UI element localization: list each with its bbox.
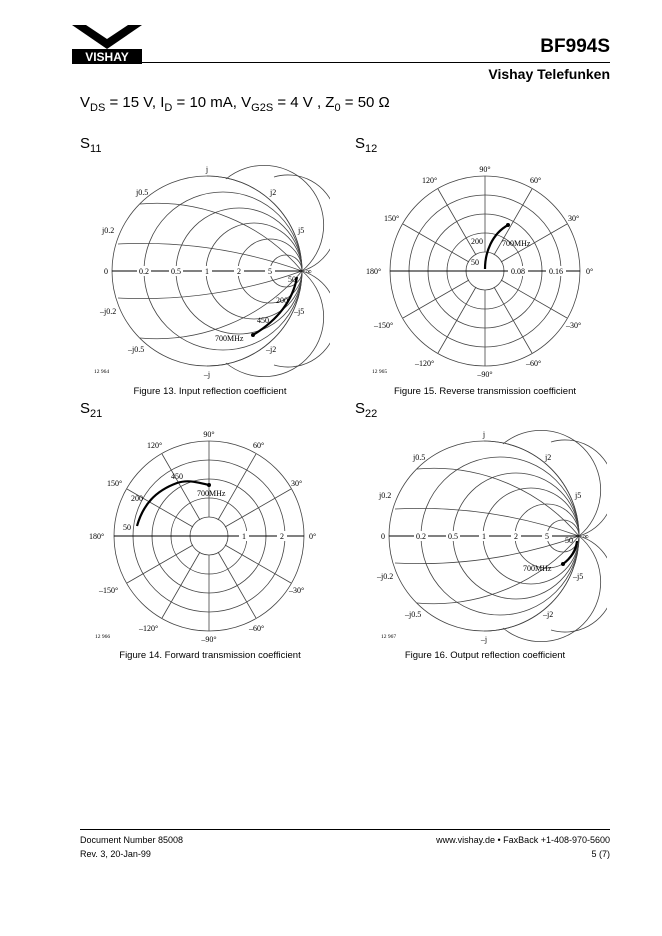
s22-label-r5: 5 bbox=[545, 532, 549, 541]
s22-point-50: 50 bbox=[565, 536, 573, 545]
s11-smith-chart bbox=[80, 160, 330, 385]
s22-label-j02: j0.2 bbox=[379, 491, 392, 500]
s11-x05-arc bbox=[226, 165, 324, 271]
vishay-logo bbox=[72, 25, 142, 67]
s22-label-mj02: –j0.2 bbox=[377, 572, 394, 581]
s11-xm05-arc bbox=[226, 271, 324, 377]
s21-label-90: 90° bbox=[203, 430, 215, 439]
header-divider bbox=[80, 62, 610, 63]
s21-label-120: 120° bbox=[147, 441, 163, 450]
s11-label-j02: j0.2 bbox=[102, 226, 115, 235]
s22-x2-arc bbox=[417, 468, 582, 536]
s11-label-r5: 5 bbox=[268, 267, 272, 276]
s12-label-150: 150° bbox=[384, 214, 400, 223]
s12-label-r016: 0.16 bbox=[549, 267, 563, 276]
s12-point-700: 700MHz bbox=[502, 239, 531, 248]
footer-contact: www.vishay.de • FaxBack +1-408-970-5600 bbox=[436, 835, 610, 845]
s22-label-j05: j0.5 bbox=[413, 453, 426, 462]
s22-label-mj2: –j2 bbox=[543, 610, 554, 619]
s22-label-mj05: –j0.5 bbox=[405, 610, 422, 619]
s22-label-j5: j5 bbox=[575, 491, 582, 500]
s12-label-180: 180° bbox=[366, 267, 382, 276]
s11-point-50: 50 bbox=[288, 275, 296, 284]
s12-label-r008: 0.08 bbox=[511, 267, 525, 276]
s21-label-150: 150° bbox=[107, 479, 123, 488]
s21-figure-id: 12 966 bbox=[95, 634, 111, 640]
s12-title: $S_{12}$ bbox=[355, 135, 378, 155]
s21-label-m30: –30° bbox=[289, 586, 305, 595]
s22-label-j2: j2 bbox=[545, 453, 552, 462]
s11-title: $S_{11}$ bbox=[80, 135, 102, 155]
s21-point-50: 50 bbox=[123, 523, 131, 532]
s21-label-0: 0° bbox=[309, 532, 317, 541]
s11-label-mj5: –j5 bbox=[294, 307, 305, 316]
s22-label-r1: 1 bbox=[482, 532, 486, 541]
s11-label-j5: j5 bbox=[298, 226, 305, 235]
s12-label-m60: –60° bbox=[526, 359, 542, 368]
s11-point-450: 450 bbox=[257, 316, 269, 325]
page-number: 5 (7) bbox=[591, 849, 610, 859]
s11-xm02-arc bbox=[274, 271, 330, 367]
s22-label-mj: –j bbox=[480, 635, 488, 644]
s21-point-700: 700MHz bbox=[197, 489, 226, 498]
s11-label-mj05: –j0.5 bbox=[128, 345, 145, 354]
s21-label-m120: –120° bbox=[139, 624, 159, 633]
s12-label-m120: –120° bbox=[415, 359, 435, 368]
s11-point-700: 700MHz bbox=[215, 334, 244, 343]
revision: Rev. 3, 20-Jan-99 bbox=[80, 849, 151, 859]
measurement-conditions: $V_{DS} = 15$ V, $I_D = 10$ mA, $V_{G2S} = 4$ V , $Z_0 = 50$ Ω bbox=[80, 94, 390, 114]
s12-label-30: 30° bbox=[568, 214, 580, 223]
s11-trace-end bbox=[251, 333, 255, 337]
s11-label-mj: –j bbox=[203, 370, 211, 379]
s11-label-j: j bbox=[205, 165, 209, 174]
s22-title: $S_{22}$ bbox=[355, 400, 378, 420]
logo-text: VISHAY bbox=[85, 50, 129, 64]
s21-point-450: 450 bbox=[171, 472, 183, 481]
s22-x02-arc bbox=[551, 440, 607, 536]
s12-point-200: 200 bbox=[471, 237, 483, 246]
s11-x02-arc bbox=[274, 175, 330, 271]
s22-trace-end bbox=[561, 562, 565, 566]
s21-label-30: 30° bbox=[291, 479, 303, 488]
s11-point-200: 200 bbox=[276, 296, 288, 305]
figure-13-caption: Figure 13. Input reflection coefficient bbox=[133, 386, 287, 397]
s11-label-r02: 0.2 bbox=[139, 267, 149, 276]
s22-figure-id: 12 967 bbox=[381, 634, 397, 640]
s22-label-r02: 0.2 bbox=[416, 532, 426, 541]
s11-label-r2: 2 bbox=[237, 267, 241, 276]
document-number: Document Number 85008 bbox=[80, 835, 184, 845]
s22-label-mj5: –j5 bbox=[573, 572, 584, 581]
s11-x2-arc bbox=[140, 203, 305, 271]
footer-divider bbox=[80, 829, 610, 830]
s21-title: $S_{21}$ bbox=[80, 400, 103, 420]
s22-label-inf: ∞ bbox=[583, 532, 589, 541]
figure-16-caption: Figure 16. Output reflection coefficient bbox=[404, 650, 566, 661]
vishay-logo-mark bbox=[72, 25, 142, 67]
s21-label-180: 180° bbox=[89, 532, 105, 541]
s22-x05-arc bbox=[503, 430, 601, 536]
s12-point-50: 50 bbox=[471, 258, 479, 267]
company-name: Vishay Telefunken bbox=[488, 66, 610, 82]
s22-smith-chart bbox=[357, 425, 607, 650]
s11-label-j2: j2 bbox=[270, 188, 277, 197]
s21-label-r2: 2 bbox=[280, 532, 284, 541]
s11-trace bbox=[253, 277, 297, 335]
s21-label-60: 60° bbox=[253, 441, 265, 450]
s11-figure-id: 12 964 bbox=[94, 369, 110, 375]
s12-figure-id: 12 965 bbox=[372, 369, 388, 375]
s11-label-r05: 0.5 bbox=[171, 267, 181, 276]
s11-label-0: 0 bbox=[104, 267, 108, 276]
part-number: BF994S bbox=[540, 36, 610, 57]
s21-polar-chart bbox=[85, 425, 335, 650]
s12-label-m30: –30° bbox=[566, 321, 582, 330]
s12-label-60: 60° bbox=[530, 176, 542, 185]
s21-trace-end bbox=[207, 483, 211, 487]
s21-label-r1: 1 bbox=[242, 532, 246, 541]
s11-label-r1: 1 bbox=[205, 267, 209, 276]
s22-label-r05: 0.5 bbox=[448, 532, 458, 541]
s12-trace-end bbox=[506, 223, 510, 227]
s12-label-90: 90° bbox=[479, 165, 491, 174]
s11-label-mj02: –j0.2 bbox=[100, 307, 117, 316]
s12-label-m150: –150° bbox=[374, 321, 394, 330]
s22-xm02-arc bbox=[551, 536, 607, 632]
s12-polar-chart bbox=[360, 160, 610, 385]
figure-14-caption: Figure 14. Forward transmission coefficient bbox=[119, 650, 301, 661]
s12-label-0: 0° bbox=[586, 267, 594, 276]
s22-point-700: 700MHz bbox=[523, 564, 552, 573]
s22-label-0: 0 bbox=[381, 532, 385, 541]
s21-label-m60: –60° bbox=[249, 624, 265, 633]
s11-label-mj2: –j2 bbox=[266, 345, 277, 354]
s22-xm05-arc bbox=[503, 536, 601, 642]
s21-trace bbox=[137, 481, 209, 526]
s21-point-200: 200 bbox=[131, 494, 143, 503]
figure-15-caption: Figure 15. Reverse transmission coefficient bbox=[394, 386, 576, 397]
s22-xm2-arc bbox=[417, 536, 579, 604]
s12-label-120: 120° bbox=[422, 176, 438, 185]
s11-label-j05: j0.5 bbox=[136, 188, 149, 197]
s22-label-j: j bbox=[482, 430, 486, 439]
s11-label-inf: ∞ bbox=[306, 267, 312, 276]
s12-label-m90: –90° bbox=[477, 370, 493, 379]
s21-label-m150: –150° bbox=[99, 586, 119, 595]
s21-label-m90: –90° bbox=[201, 635, 217, 644]
s22-label-r2: 2 bbox=[514, 532, 518, 541]
